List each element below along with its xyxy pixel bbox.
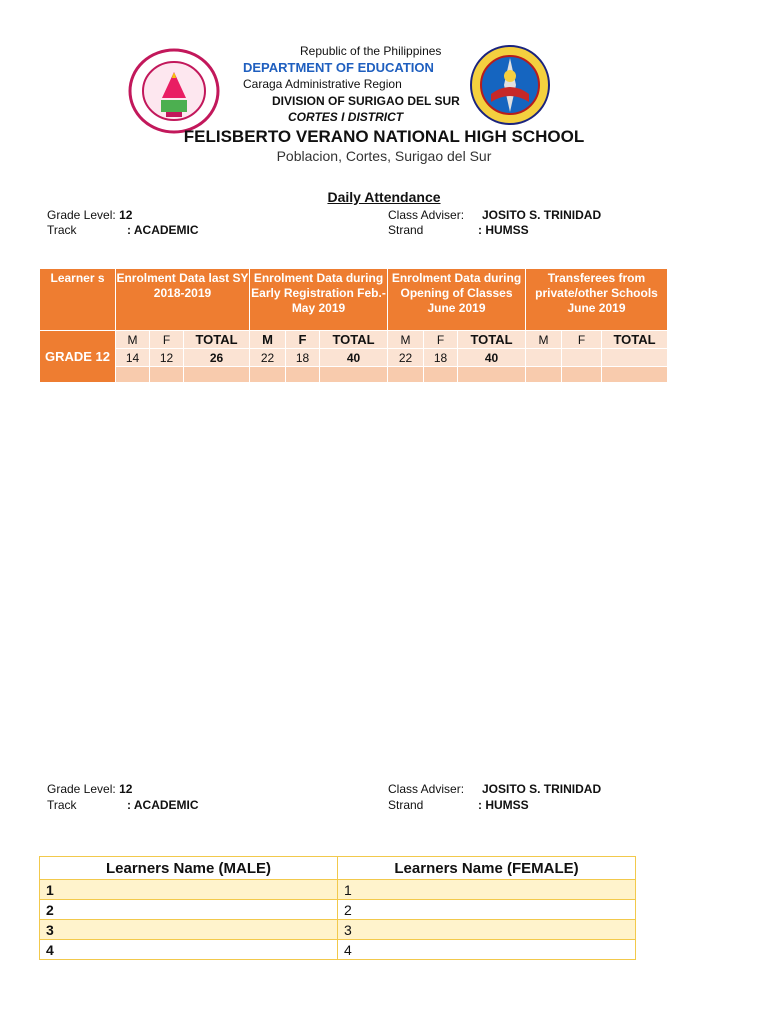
data-cell: 40 xyxy=(320,349,388,367)
learners-header: Learner s xyxy=(40,269,116,331)
grade-level-value: 12 xyxy=(119,782,133,796)
data-cell xyxy=(602,349,668,367)
track-label: Track xyxy=(47,223,77,237)
track-value: : ACADEMIC xyxy=(127,223,199,237)
empty-cell xyxy=(526,367,562,383)
male-row-number: 1 xyxy=(40,880,338,900)
strand-value: : HUMSS xyxy=(478,798,529,812)
school-seal-logo xyxy=(128,48,220,134)
opening-classes-header: Enrolment Data during Opening of Classes June 2019 xyxy=(388,269,526,331)
female-row-number: 2 xyxy=(338,900,636,920)
data-cell: 14 xyxy=(116,349,150,367)
table-row xyxy=(40,880,636,900)
empty-cell xyxy=(150,367,184,383)
table-row xyxy=(40,940,636,960)
sub-f: F xyxy=(286,331,320,349)
female-row-number: 3 xyxy=(338,920,636,940)
learners-header-row xyxy=(40,857,636,880)
adviser-value: JOSITO S. TRINIDAD xyxy=(482,782,602,796)
sub-f: F xyxy=(424,331,458,349)
empty-cell xyxy=(562,367,602,383)
data-cell: 18 xyxy=(424,349,458,367)
data-cell: 12 xyxy=(150,349,184,367)
enrolment-table xyxy=(39,268,668,383)
strand-label: Strand xyxy=(388,223,424,237)
empty-cell xyxy=(602,367,668,383)
sub-m: M xyxy=(116,331,150,349)
strand-value: : HUMSS xyxy=(478,223,529,237)
grade-cell: GRADE 12 xyxy=(40,331,116,383)
last-sy-header: Enrolment Data last SY 2018-2019 xyxy=(116,269,250,331)
division-text: DIVISION OF SURIGAO DEL SUR xyxy=(272,94,460,108)
grade-level-field xyxy=(47,208,132,222)
male-header: Learners Name (MALE) xyxy=(40,857,338,880)
grade-level-field-2 xyxy=(47,782,132,796)
data-cell xyxy=(562,349,602,367)
track-value: : ACADEMIC xyxy=(127,798,199,812)
region-text: Caraga Administrative Region xyxy=(243,77,402,91)
document-title: Daily Attendance xyxy=(327,189,441,205)
data-cell: 40 xyxy=(458,349,526,367)
empty-cell xyxy=(184,367,250,383)
enrolment-data-row xyxy=(40,349,668,367)
enrolment-subheader-row xyxy=(40,331,668,349)
school-name: FELISBERTO VERANO NATIONAL HIGH SCHOOL xyxy=(183,127,585,146)
sub-total: TOTAL xyxy=(458,331,526,349)
track-label: Track xyxy=(47,798,77,812)
female-row-number: 1 xyxy=(338,880,636,900)
data-cell: 22 xyxy=(250,349,286,367)
table-row xyxy=(40,920,636,940)
data-cell: 22 xyxy=(388,349,424,367)
grade-level-value: 12 xyxy=(119,208,133,222)
sub-m: M xyxy=(250,331,286,349)
empty-cell xyxy=(320,367,388,383)
sub-m: M xyxy=(526,331,562,349)
early-registration-header: Enrolment Data during Early Registration Feb.- May 2019 xyxy=(250,269,388,331)
female-row-number: 4 xyxy=(338,940,636,960)
enrolment-empty-row xyxy=(40,367,668,383)
district-text: CORTES I DISTRICT xyxy=(288,110,404,124)
male-row-number: 4 xyxy=(40,940,338,960)
female-header: Learners Name (FEMALE) xyxy=(338,857,636,880)
adviser-value: JOSITO S. TRINIDAD xyxy=(482,208,602,222)
empty-cell xyxy=(250,367,286,383)
sub-total: TOTAL xyxy=(184,331,250,349)
school-address: Poblacion, Cortes, Surigao del Sur xyxy=(276,148,492,164)
learners-table xyxy=(39,856,636,960)
department-text: DEPARTMENT OF EDUCATION xyxy=(243,60,434,75)
male-row-number: 3 xyxy=(40,920,338,940)
empty-cell xyxy=(116,367,150,383)
empty-cell xyxy=(458,367,526,383)
sub-f: F xyxy=(562,331,602,349)
table-row xyxy=(40,900,636,920)
republic-text: Republic of the Philippines xyxy=(300,44,442,58)
transferees-header: Transferees from private/other Schools June 2019 xyxy=(526,269,668,331)
empty-cell xyxy=(424,367,458,383)
sub-f: F xyxy=(150,331,184,349)
data-cell xyxy=(526,349,562,367)
adviser-label: Class Adviser: xyxy=(388,208,465,222)
deped-seal-logo xyxy=(469,44,551,126)
data-cell: 18 xyxy=(286,349,320,367)
sub-m: M xyxy=(388,331,424,349)
sub-total: TOTAL xyxy=(602,331,668,349)
strand-label: Strand xyxy=(388,798,424,812)
empty-cell xyxy=(388,367,424,383)
empty-cell xyxy=(286,367,320,383)
data-cell: 26 xyxy=(184,349,250,367)
male-row-number: 2 xyxy=(40,900,338,920)
grade-level-label: Grade Level: xyxy=(47,208,116,222)
sub-total: TOTAL xyxy=(320,331,388,349)
enrolment-header-row xyxy=(40,269,668,331)
grade-level-label: Grade Level: xyxy=(47,782,116,796)
adviser-label: Class Adviser: xyxy=(388,782,465,796)
